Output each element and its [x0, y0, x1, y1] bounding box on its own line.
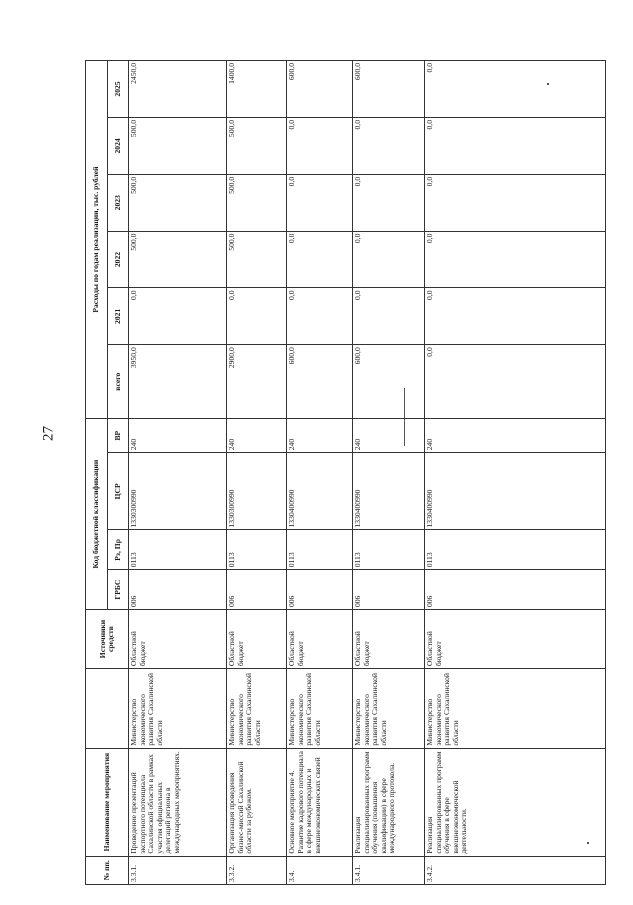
cell-grbs: 006	[129, 570, 227, 610]
cell-vr: 240	[353, 419, 425, 453]
expenses-table	[85, 60, 606, 885]
header-sources: Источники средств	[86, 610, 129, 669]
header-budget-classification: Код бюджетной классификации	[86, 419, 108, 610]
cell-csr: 1330400990	[287, 453, 353, 530]
cell-rz-pr: 0113	[227, 530, 287, 570]
cell-2023: 0,0	[425, 174, 606, 231]
rotated-table-container	[85, 60, 605, 885]
row-executor: Министерство экономического развития Сахалинской области	[287, 669, 353, 749]
cell-total: 3950,0	[129, 345, 227, 419]
row-source: Областной бюджет	[353, 610, 425, 669]
cell-2024: 0,0	[287, 118, 353, 175]
cell-2021: 0,0	[287, 288, 353, 345]
row-executor: Министерство экономического развития Сахалинской области	[425, 669, 606, 749]
cell-grbs: 006	[425, 570, 606, 610]
row-num: 3.4.2.	[425, 856, 606, 884]
row-name: Реализация специализированных программ обучения (повышения квалификации) в сфере международного протокола.	[353, 748, 425, 856]
cell-2023: 500,0	[227, 174, 287, 231]
cell-2022: 0,0	[425, 231, 606, 288]
cell-2025: 600,0	[287, 61, 353, 118]
cell-2024: 0,0	[353, 118, 425, 175]
cell-2025: 2450,0	[129, 61, 227, 118]
row-num: 3.3.1.	[129, 856, 227, 884]
cell-2024: 500,0	[227, 118, 287, 175]
cell-2021: 0,0	[353, 288, 425, 345]
row-name: Организация проведения бизнес-миссий Сахалинской области за рубежом.	[227, 748, 287, 856]
cell-grbs: 006	[227, 570, 287, 610]
cell-2021: 0,0	[227, 288, 287, 345]
header-row-1	[86, 61, 108, 885]
cell-vr: 240	[287, 419, 353, 453]
cell-vr: 240	[129, 419, 227, 453]
header-grbs: ГРБС	[108, 570, 129, 610]
header-expenses: Расходы по годам реализации, тыс. рублей	[86, 61, 108, 419]
cell-2023: 500,0	[129, 174, 227, 231]
cell-csr: 1330400990	[353, 453, 425, 530]
cell-grbs: 006	[353, 570, 425, 610]
cell-2025: 0,0	[425, 61, 606, 118]
header-num: № пп.	[86, 856, 129, 884]
cell-2025: 1400,0	[227, 61, 287, 118]
cell-2024: 500,0	[129, 118, 227, 175]
cell-csr: 1330400990	[425, 453, 606, 530]
header-rz-pr: Рз, Пр	[108, 530, 129, 570]
header-executor	[86, 669, 129, 749]
row-name: Реализация специализированных программ обучения в сфере внешнеэкономической деятельности.	[425, 748, 606, 856]
row-source: Областной бюджет	[287, 610, 353, 669]
row-num: 3.4.1.	[353, 856, 425, 884]
row-source: Областной бюджет	[425, 610, 606, 669]
row-source: Областной бюджет	[227, 610, 287, 669]
table-row	[287, 61, 353, 885]
header-csr: ЦСР	[108, 453, 129, 530]
cell-csr: 1330300990	[227, 453, 287, 530]
header-year-2024: 2024	[108, 118, 129, 175]
table-row	[425, 61, 606, 885]
row-executor: Министерство экономического развития Сахалинской области	[227, 669, 287, 749]
table-row	[353, 61, 425, 885]
cell-vr: 240	[227, 419, 287, 453]
header-total: всего	[108, 345, 129, 419]
table-row	[227, 61, 287, 885]
row-name: Основное мероприятие 4. Развитие кадрового потенциала в сфере международных и внешнеэкономических связей	[287, 748, 353, 856]
row-name: Проведение презентаций экспортного потенциала Сахалинской области в рамках участия официальных делегаций региона в международных мероприятиях.	[129, 748, 227, 856]
row-num: 3.4.	[287, 856, 353, 884]
cell-2021: 0,0	[425, 288, 606, 345]
cell-total: 600,0	[353, 345, 425, 419]
header-year-2025: 2025	[108, 61, 129, 118]
cell-2023: 0,0	[287, 174, 353, 231]
cell-2023: 0,0	[353, 174, 425, 231]
cell-2022: 0,0	[287, 231, 353, 288]
cell-grbs: 006	[287, 570, 353, 610]
header-year-2022: 2022	[108, 231, 129, 288]
page-number: 27	[40, 426, 57, 441]
row-source: Областной бюджет	[129, 610, 227, 669]
cell-2021: 0,0	[129, 288, 227, 345]
cell-rz-pr: 0113	[353, 530, 425, 570]
header-name: Наименование мероприятия	[86, 748, 129, 856]
cell-total: 2900,0	[227, 345, 287, 419]
cell-total: 0,0	[425, 345, 606, 419]
cell-rz-pr: 0113	[287, 530, 353, 570]
header-vr: ВР	[108, 419, 129, 453]
row-executor: Министерство экономического развития Сахалинской области	[353, 669, 425, 749]
header-year-2023: 2023	[108, 174, 129, 231]
cell-2024: 0,0	[425, 118, 606, 175]
cell-2022: 0,0	[353, 231, 425, 288]
header-year-2021: 2021	[108, 288, 129, 345]
cell-2022: 500,0	[227, 231, 287, 288]
cell-total: 600,0	[287, 345, 353, 419]
cell-rz-pr: 0113	[425, 530, 606, 570]
table-row	[129, 61, 227, 885]
row-executor: Министерство экономического развития Сахалинской области	[129, 669, 227, 749]
cell-rz-pr: 0113	[129, 530, 227, 570]
cell-2022: 500,0	[129, 231, 227, 288]
cell-csr: 1330300990	[129, 453, 227, 530]
cell-vr: 240	[425, 419, 606, 453]
row-num: 3.3.2.	[227, 856, 287, 884]
cell-2025: 600,0	[353, 61, 425, 118]
